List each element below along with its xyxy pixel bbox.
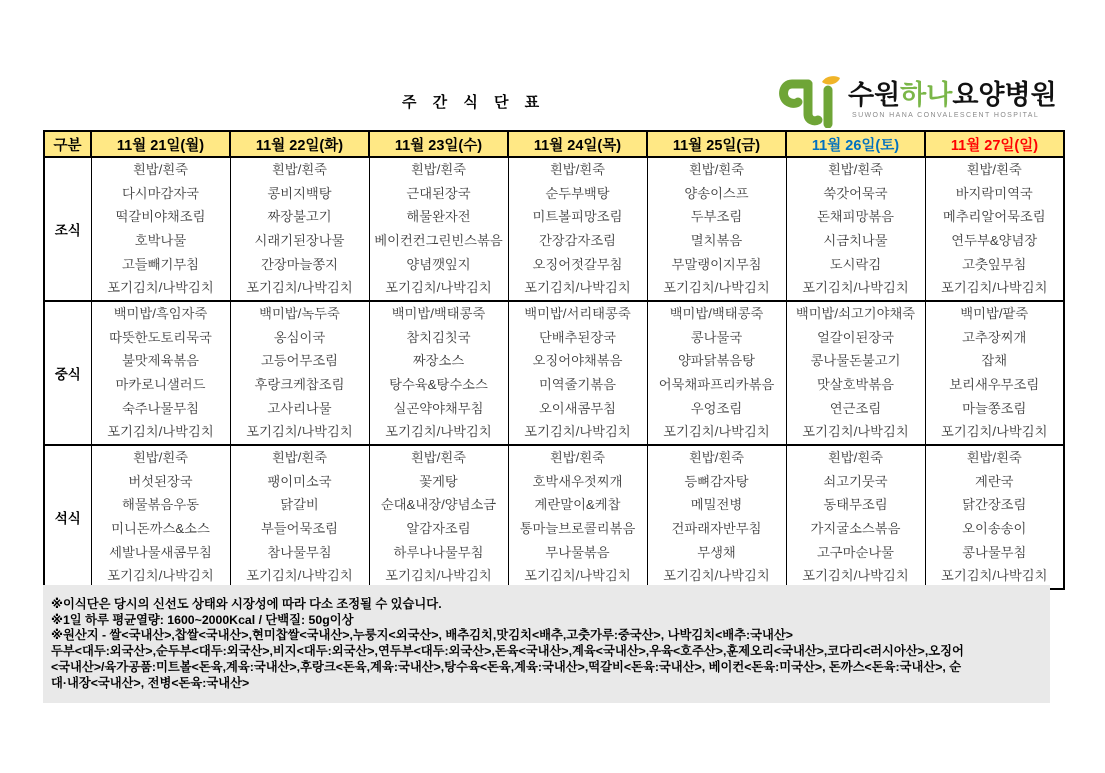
menu-item: 두부조림 — [690, 209, 743, 225]
menu-item: 옹심이국 — [273, 329, 326, 345]
meal-label: 중식 — [44, 301, 91, 445]
menu-item: 후랑크케찹조림 — [254, 377, 345, 392]
menu-item: 흰밥/흰죽 — [549, 162, 606, 178]
page-title: 주 간 식 단 표 — [402, 94, 546, 111]
menu-item: 콩나물국 — [690, 329, 743, 345]
menu-cell — [647, 445, 786, 589]
menu-item: 베이컨컨그린빈스볶음 — [374, 233, 503, 248]
menu-item: 흰밥/흰죽 — [410, 162, 467, 178]
menu-item: 떡갈비야채조림 — [115, 209, 206, 225]
menu-cell — [369, 157, 508, 301]
menu-item: 돈채피망볶음 — [816, 209, 895, 225]
menu-cell — [647, 301, 786, 445]
menu-item: 팽이미소국 — [267, 473, 332, 489]
menu-item: 흰밥/흰죽 — [271, 162, 328, 178]
menu-item: 고등어무조림 — [260, 353, 339, 369]
menu-item: 흰밥/흰죽 — [688, 162, 745, 178]
menu-item: 포기김치/나박김치 — [524, 568, 631, 584]
menu-item: 포기김치/나박김치 — [663, 424, 770, 440]
day-header-2: 11월 22일(화) — [230, 131, 369, 157]
menu-item: 부들어묵조림 — [260, 521, 339, 536]
menu-item: 포기김치/나박김치 — [802, 568, 909, 584]
hospital-name-part2: 하나 — [900, 80, 953, 110]
footnote-line: <국내산>/육가공품:미트볼<돈육,계육:국내산>,후랑크<돈육,계육:국내산>,탕수육<돈육,계육:국내산>,떡갈비<돈육:국내산>, 베이컨<돈육:미국산>, 돈까스<돈육:국내산>, 순 — [51, 659, 962, 674]
menu-item: 실곤약야채무침 — [393, 400, 484, 416]
menu-item: 백미밥/흑임자죽 — [113, 306, 208, 322]
menu-item: 참치김칫국 — [406, 329, 471, 345]
menu-item: 포기김치/나박김치 — [802, 280, 909, 296]
menu-item: 콩나물무침 — [962, 544, 1027, 560]
menu-item: 고구마순나물 — [816, 544, 895, 560]
meal-row — [44, 301, 1064, 445]
footnote-line: ※1일 하루 평균열량: 1600~2000Kcal / 단백질: 50g이상 — [51, 612, 354, 627]
menu-cell — [508, 445, 647, 589]
menu-item: 포기김치/나박김치 — [107, 568, 214, 584]
menu-item: 시금치나물 — [823, 233, 888, 248]
menu-item: 연두부&양념장 — [951, 233, 1038, 248]
menu-item: 계란국 — [974, 473, 1014, 489]
menu-item: 무말랭이지무침 — [671, 256, 762, 272]
menu-item: 흰밥/흰죽 — [827, 162, 884, 178]
menu-item: 세발나물새콤무침 — [109, 544, 212, 560]
menu-cell — [786, 301, 925, 445]
footnote-line: 대·내장<국내산>, 전병<돈육:국내산> — [51, 675, 250, 690]
menu-item: 쇠고기뭇국 — [823, 473, 888, 489]
menu-item: 간장감자조림 — [538, 233, 617, 248]
menu-item: 흰밥/흰죽 — [132, 450, 189, 466]
day-header-4: 11월 24일(목) — [508, 131, 647, 157]
menu-cell — [369, 445, 508, 589]
menu-cell — [786, 445, 925, 589]
menu-item: 하루나나물무침 — [393, 544, 484, 560]
menu-item: 건파래자반무침 — [671, 521, 762, 536]
menu-item: 무생채 — [697, 544, 736, 560]
menu-item: 포기김치/나박김치 — [107, 280, 214, 296]
day-header-6: 11월 26일(토) — [786, 131, 925, 157]
menu-item: 순두부백탕 — [545, 185, 610, 201]
menu-item: 양송이스프 — [684, 185, 749, 201]
menu-item: 미니돈까스&소스 — [111, 521, 210, 536]
menu-item: 흰밥/흰죽 — [132, 162, 189, 178]
menu-item: 포기김치/나박김치 — [246, 280, 353, 296]
menu-item: 포기김치/나박김치 — [385, 568, 492, 584]
hospital-name-part3: 요양병원 — [952, 80, 1057, 110]
footnotes-block — [43, 585, 1050, 703]
menu-item: 흰밥/흰죽 — [549, 450, 606, 466]
menu-item: 보리새우무조림 — [949, 377, 1040, 392]
menu-item: 호박새우젓찌개 — [532, 473, 623, 489]
menu-item: 고추장찌개 — [962, 329, 1027, 345]
menu-item: 동태무조림 — [823, 497, 888, 513]
menu-item: 탕수육&탕수소스 — [389, 377, 488, 392]
menu-item: 짜장불고기 — [267, 209, 332, 225]
menu-item: 통마늘브로콜리볶음 — [519, 521, 636, 536]
menu-item: 순대&내장/양념소금 — [380, 497, 497, 513]
menu-item: 메추리알어묵조림 — [942, 209, 1046, 225]
menu-cell — [925, 301, 1064, 445]
menu-item: 해물완자전 — [406, 209, 471, 225]
menu-item: 잡채 — [981, 353, 1008, 369]
menu-item: 흰밥/흰죽 — [410, 450, 467, 466]
menu-item: 도시락김 — [829, 256, 882, 272]
menu-item: 백미밥/백태콩죽 — [391, 306, 486, 322]
day-header-5: 11월 25일(금) — [647, 131, 786, 157]
menu-cell — [230, 301, 369, 445]
menu-cell — [925, 157, 1064, 301]
hospital-logo-icon — [778, 74, 842, 128]
menu-cell — [91, 301, 230, 445]
meal-row — [44, 445, 1064, 589]
menu-item: 포기김치/나박김치 — [663, 568, 770, 584]
menu-item: 짜장소스 — [412, 353, 465, 369]
menu-item: 오징어야채볶음 — [532, 353, 623, 369]
menu-item: 마늘쫑조림 — [962, 400, 1027, 416]
menu-item: 백미밥/녹두죽 — [259, 306, 340, 322]
menu-item: 숙주나물무침 — [121, 400, 200, 416]
menu-item: 등뼈감자탕 — [684, 473, 749, 489]
day-header-1: 11월 21일(월) — [91, 131, 230, 157]
menu-item: 흰밥/흰죽 — [966, 450, 1022, 466]
day-header-7: 11월 27일(일) — [925, 131, 1064, 157]
footnote-line: ※이식단은 당시의 신선도 상태와 시장성에 따라 다소 조정될 수 있습니다. — [51, 597, 442, 611]
menu-cell — [91, 157, 230, 301]
menu-item: 흰밥/흰죽 — [827, 450, 884, 466]
menu-item: 포기김치/나박김치 — [802, 424, 909, 440]
menu-item: 닭갈비 — [280, 497, 319, 513]
menu-cell — [91, 445, 230, 589]
menu-item: 고들빼기무침 — [121, 256, 200, 272]
menu-item: 포기김치/나박김치 — [941, 568, 1048, 584]
menu-cell — [925, 445, 1064, 589]
menu-item: 호박나물 — [134, 233, 187, 248]
menu-item: 멸치볶음 — [690, 233, 743, 248]
menu-item: 쑥갓어묵국 — [823, 185, 888, 201]
menu-item: 참나물무침 — [267, 544, 332, 560]
menu-item: 포기김치/나박김치 — [524, 424, 631, 440]
menu-item: 오이새콤무침 — [538, 400, 617, 416]
menu-item: 불맛제육볶음 — [121, 353, 200, 369]
menu-item: 백미밥/백태콩죽 — [669, 306, 764, 322]
menu-item: 오이송송이 — [962, 521, 1027, 536]
day-header-3: 11월 23일(수) — [369, 131, 508, 157]
menu-item: 흰밥/흰죽 — [966, 162, 1022, 178]
menu-cell — [508, 301, 647, 445]
hospital-tagline: SUWON HANA CONVALESCENT HOSPITAL — [852, 112, 1040, 119]
meal-label: 조식 — [44, 157, 91, 301]
menu-item: 꽃게탕 — [419, 473, 458, 489]
menu-item: 닭간장조림 — [962, 497, 1027, 513]
footnote-line: ※원산지 - 쌀<국내산>,찹쌀<국내산>,현미찹쌀<국내산>,누룽지<외국산>, 배추김치,맛김치<배추,고춧가루:중국산>, 나박김치<배추:국내산> — [51, 628, 793, 643]
meal-row — [44, 157, 1064, 301]
menu-item: 백미밥/팥죽 — [960, 306, 1029, 322]
hospital-name — [848, 80, 1057, 110]
menu-item: 포기김치/나박김치 — [385, 280, 492, 296]
menu-cell — [230, 157, 369, 301]
menu-item: 알감자조림 — [406, 521, 471, 536]
menu-item: 맛살호박볶음 — [816, 377, 895, 392]
menu-cell — [369, 301, 508, 445]
menu-item: 포기김치/나박김치 — [941, 280, 1048, 296]
weekly-menu-table — [43, 130, 1065, 590]
menu-item: 양파닭볶음탕 — [677, 353, 756, 369]
menu-item: 포기김치/나박김치 — [107, 424, 214, 440]
menu-item: 가지굴소스볶음 — [810, 521, 901, 536]
menu-item: 미트볼피망조림 — [532, 209, 623, 225]
meal-label: 석식 — [44, 445, 91, 589]
menu-item: 연근조림 — [829, 400, 882, 416]
menu-item: 우엉조림 — [690, 400, 743, 416]
menu-item: 포기김치/나박김치 — [246, 424, 353, 440]
menu-item: 콩비지백탕 — [267, 185, 332, 201]
corner-header: 구분 — [44, 131, 91, 157]
menu-item: 메밀전병 — [690, 497, 743, 513]
footnote-line: 두부<대두:외국산>,순두부<대두:외국산>,비지<대두:외국산>,연두부<대두:외국산>,돈육<국내산>,계육<국내산>,우육<호주산>,훈제오리<국내산>,코다리<러시아산>,오징어 — [51, 644, 964, 659]
menu-item: 포기김치/나박김치 — [385, 424, 492, 440]
hospital-logo — [778, 74, 1057, 128]
menu-item: 어묵채파프리카볶음 — [658, 377, 775, 392]
menu-item: 해물볶음우동 — [121, 497, 200, 513]
menu-item: 포기김치/나박김치 — [663, 280, 770, 296]
menu-item: 단배추된장국 — [538, 329, 617, 345]
menu-item: 흰밥/흰죽 — [271, 450, 328, 466]
menu-item: 양념깻잎지 — [406, 256, 471, 272]
menu-item: 따뜻한도토리묵국 — [109, 329, 212, 345]
menu-item: 포기김치/나박김치 — [246, 568, 353, 584]
table-header-row — [44, 131, 1064, 157]
menu-item: 마카로니샐러드 — [115, 377, 206, 392]
menu-item: 얼갈이된장국 — [816, 329, 895, 345]
menu-item: 흰밥/흰죽 — [688, 450, 745, 466]
menu-item: 백미밥/서리태콩죽 — [524, 306, 631, 322]
menu-item: 버섯된장국 — [128, 473, 193, 489]
menu-item: 백미밥/쇠고기야채죽 — [795, 306, 916, 322]
hospital-name-part1: 수원 — [848, 80, 901, 110]
menu-item: 무나물볶음 — [545, 544, 610, 560]
menu-item: 오징어젓갈무침 — [532, 256, 623, 272]
menu-item: 바지락미역국 — [955, 185, 1033, 201]
menu-item: 포기김치/나박김치 — [941, 424, 1048, 440]
menu-item: 콩나물돈불고기 — [810, 353, 901, 369]
menu-item: 미역줄기볶음 — [538, 377, 617, 392]
menu-item: 고사리나물 — [267, 400, 332, 416]
menu-item: 고춧잎무침 — [962, 256, 1027, 272]
logo-text-block — [848, 74, 1057, 119]
menu-cell — [508, 157, 647, 301]
menu-item: 다시마감자국 — [121, 185, 200, 201]
menu-item: 간장마늘쫑지 — [260, 256, 339, 272]
menu-item: 시래기된장나물 — [254, 233, 345, 248]
menu-item: 포기김치/나박김치 — [524, 280, 631, 296]
menu-cell — [230, 445, 369, 589]
menu-item: 근대된장국 — [406, 185, 471, 201]
menu-item: 계란말이&케찹 — [534, 497, 621, 513]
menu-cell — [647, 157, 786, 301]
menu-cell — [786, 157, 925, 301]
